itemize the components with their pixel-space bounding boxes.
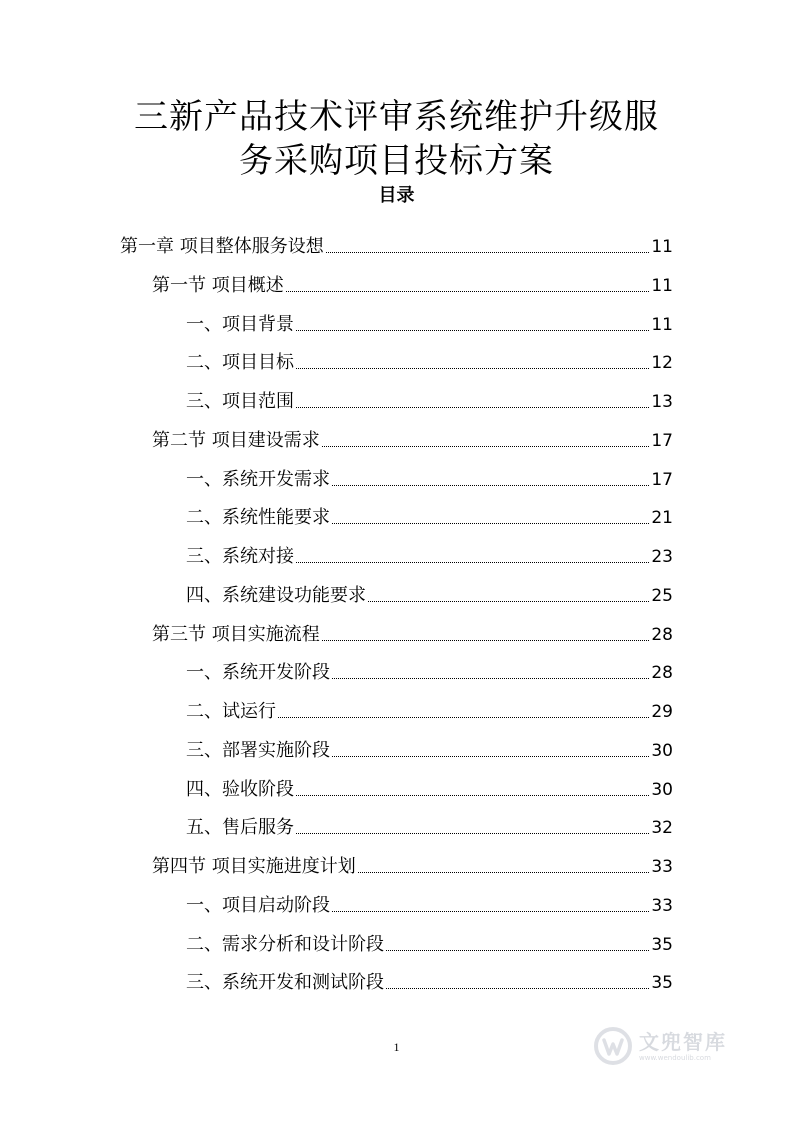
toc-leader-dots xyxy=(368,600,649,602)
toc-entry-page: 12 xyxy=(651,353,673,374)
toc-entry-label: 第二节 项目建设需求 xyxy=(152,429,320,451)
toc-entry-label: 四、系统建设功能要求 xyxy=(186,584,366,606)
toc-entry[interactable] xyxy=(152,259,673,297)
toc-leader-dots xyxy=(296,367,649,369)
toc-entry[interactable] xyxy=(186,491,673,529)
document-title-line1: 三新产品技术评审系统维护升级服 xyxy=(134,97,659,137)
toc-entry[interactable] xyxy=(186,375,673,413)
toc-leader-dots xyxy=(296,832,649,834)
toc-leader-dots xyxy=(286,290,650,292)
toc-entry-label: 第一章 项目整体服务设想 xyxy=(120,236,324,257)
toc-entry-page: 25 xyxy=(651,585,673,606)
toc-entry-label: 四、验收阶段 xyxy=(186,778,294,800)
toc-leader-dots xyxy=(322,639,650,641)
toc-entry[interactable] xyxy=(186,530,673,568)
toc-entry-label: 一、系统开发阶段 xyxy=(186,662,330,684)
toc-entry-label: 三、项目范围 xyxy=(186,391,294,412)
toc-leader-dots xyxy=(296,329,649,331)
toc-entry[interactable] xyxy=(186,646,673,684)
toc-entry-page: 23 xyxy=(651,547,673,567)
toc-entry-label: 二、试运行 xyxy=(186,701,276,722)
toc-entry-page: 30 xyxy=(651,740,673,761)
toc-entry-label: 一、项目背景 xyxy=(186,313,294,335)
toc-entry-page: 17 xyxy=(651,430,673,451)
document-title-line2: 务采购项目投标方案 xyxy=(239,141,554,181)
toc-entry-page: 30 xyxy=(651,779,673,800)
toc-entry-page: 11 xyxy=(651,237,673,257)
toc-entry-label: 三、部署实施阶段 xyxy=(186,739,330,761)
toc-leader-dots xyxy=(358,871,650,873)
toc-leader-dots xyxy=(386,987,649,989)
toc-entry-page: 33 xyxy=(651,895,673,916)
toc-entry-page: 29 xyxy=(651,702,673,722)
toc-entry[interactable] xyxy=(186,685,673,723)
toc-entry-page: 35 xyxy=(651,973,673,994)
toc-entry[interactable] xyxy=(152,414,673,452)
toc-entry[interactable] xyxy=(186,569,673,607)
toc-entry-label: 五、售后服务 xyxy=(186,817,294,839)
toc-entry[interactable] xyxy=(186,453,673,491)
toc-leader-dots xyxy=(332,522,649,524)
toc-leader-dots xyxy=(332,755,649,757)
toc-entry[interactable] xyxy=(186,763,673,801)
page-number: 1 xyxy=(393,1040,400,1054)
toc-entry-page: 21 xyxy=(651,508,673,529)
toc-entry-label: 第三节 项目实施流程 xyxy=(152,623,320,645)
toc-entry-label: 二、系统性能要求 xyxy=(186,507,330,529)
toc-entry[interactable] xyxy=(186,918,673,956)
toc-entry-label: 三、系统开发和测试阶段 xyxy=(186,972,384,994)
watermark xyxy=(593,1022,763,1070)
watermark-name: 文兜智库 xyxy=(639,1029,727,1054)
toc-entry-page: 13 xyxy=(651,392,673,412)
toc-entry-page: 11 xyxy=(651,275,673,296)
toc-entry-page: 32 xyxy=(651,818,673,839)
toc-entry[interactable] xyxy=(152,608,673,646)
toc-entry-page: 11 xyxy=(651,314,673,335)
toc-heading: 目录 xyxy=(378,185,415,206)
toc-entry-page: 28 xyxy=(651,624,673,645)
toc-entry-label: 二、项目目标 xyxy=(186,352,294,374)
toc-entry[interactable] xyxy=(152,840,673,878)
toc-entry-page: 33 xyxy=(651,857,673,877)
toc-entry[interactable] xyxy=(186,801,673,839)
toc-leader-dots xyxy=(332,677,649,679)
toc-entry-label: 二、需求分析和设计阶段 xyxy=(186,933,384,955)
toc-entry-label: 一、项目启动阶段 xyxy=(186,894,330,916)
toc-leader-dots xyxy=(322,445,650,447)
toc-entry[interactable] xyxy=(186,336,673,374)
toc-leader-dots xyxy=(296,406,649,408)
watermark-url: www.wendoulib.com xyxy=(639,1053,711,1062)
toc-entry[interactable] xyxy=(186,956,673,994)
toc-entry-page: 35 xyxy=(651,934,673,955)
toc-leader-dots xyxy=(326,251,650,253)
toc-entry-page: 17 xyxy=(651,469,673,490)
toc-leader-dots xyxy=(332,484,649,486)
toc-leader-dots xyxy=(332,910,649,912)
toc-entry-page: 28 xyxy=(651,663,673,684)
toc-entry[interactable] xyxy=(186,879,673,917)
toc-leader-dots xyxy=(386,949,649,951)
toc-entry-label: 第四节 项目实施进度计划 xyxy=(152,856,356,877)
toc-leader-dots xyxy=(296,794,649,796)
toc-entry-label: 第一节 项目概述 xyxy=(152,274,284,296)
toc-entry-label: 三、系统对接 xyxy=(186,546,294,567)
toc-entry[interactable] xyxy=(186,298,673,336)
toc-leader-dots xyxy=(278,716,649,718)
toc-entry[interactable] xyxy=(120,220,673,258)
toc-leader-dots xyxy=(296,561,649,563)
toc-entry[interactable] xyxy=(186,724,673,762)
wendou-logo-icon xyxy=(593,1026,633,1066)
toc-entry-label: 一、系统开发需求 xyxy=(186,468,330,490)
